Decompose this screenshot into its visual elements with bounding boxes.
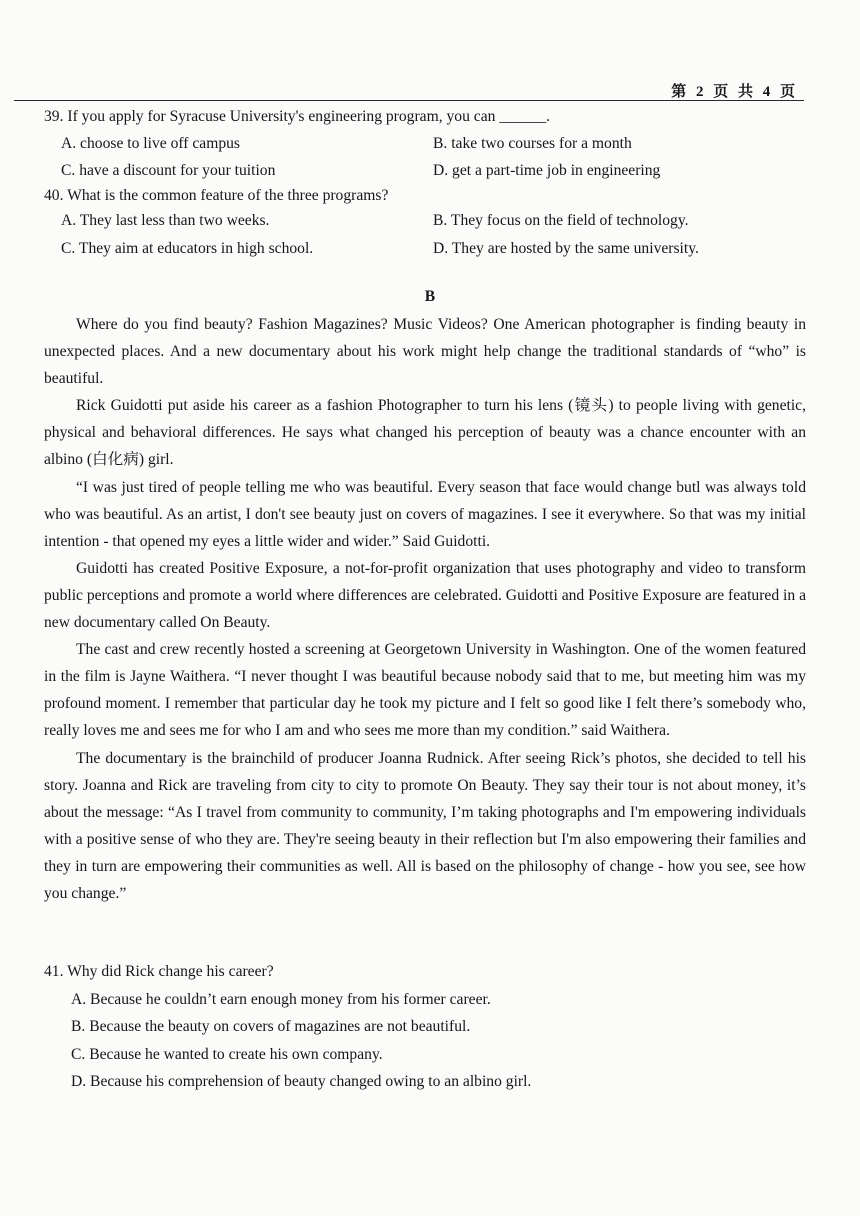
question-40-stem: 40. What is the common feature of the three programs?	[44, 187, 389, 204]
question-39-option-d: D. get a part-time job in engineering	[433, 162, 661, 179]
question-41-option-a: A. Because he couldn’t earn enough money from his former career.	[71, 990, 491, 1008]
question-41-stem: 41. Why did Rick change his career?	[44, 963, 274, 980]
passage-paragraph: Guidotti has created Positive Exposure, a not-for-profit organization that uses photography and video to transform public perceptions and promote a world where differences are celebrated. Guidotti and Positive Exposure are featured in a new documentary called On Beauty.	[44, 559, 806, 632]
question-41-option-b: B. Because the beauty on covers of magazines are not beautiful.	[71, 1018, 471, 1036]
passage-paragraph: Rick Guidotti put aside his career as a fashion Photographer to turn his lens (镜头) to people living with genetic, physical and behavioral differences. He says what changed his perception of beauty was a chance encounter with an albino (白化病) girl.	[44, 397, 806, 469]
section-heading: B	[424, 288, 436, 305]
question-39-stem: 39. If you apply for Syracuse University's engineering program, you can ______.	[44, 108, 551, 125]
question-39-option-c: C. have a discount for your tuition	[61, 162, 276, 179]
passage-paragraph: Where do you find beauty? Fashion Magazines? Music Videos? One American photographer is finding beauty in unexpected places. And a new documentary about his work might help change the traditional standards of “who” is beautiful.	[44, 316, 806, 388]
question-41-option-d: D. Because his comprehension of beauty changed owing to an albino girl.	[71, 1073, 532, 1091]
passage-paragraph: The documentary is the brainchild of producer Joanna Rudnick. After seeing Rick’s photos, she decided to tell his story. Joanna and Rick are traveling from city to city to promote On Beauty. They say their tour is not about money, it’s about the message: “As I travel from community to community, I’m taking photographs and I'm empowering individuals with a positive sense of who they are. They're seeing beauty in their reflection but I'm also empowering their families and they in turn are empowering their communities as well. All is based on the philosophy of change - how you see, see how you change.”	[44, 749, 806, 902]
reading-passage	[44, 311, 806, 907]
question-39-option-b: B. take two courses for a month	[433, 135, 632, 152]
page-number: 第 2 页 共 4 页	[671, 84, 798, 100]
question-41	[44, 958, 531, 1096]
passage-paragraph: The cast and crew recently hosted a screening at Georgetown University in Washington. One of the women featured in the film is Jayne Waithera. “I never thought I was beautiful because nobody said that to me, but meeting him was my profound moment. I remember that particular day he took my picture and I felt so good like I felt there’s somebody who, really loves me and sees me for who I am and who sees me more than my condition.” said Waithera.	[44, 641, 806, 740]
question-40-option-a: A. They last less than two weeks.	[61, 212, 270, 229]
question-40-option-d: D. They are hosted by the same university.	[433, 240, 699, 257]
question-40-option-b: B. They focus on the field of technology.	[433, 212, 689, 229]
header-rule	[14, 100, 804, 101]
question-39-option-a: A. choose to live off campus	[61, 135, 241, 152]
passage-paragraph: “I was just tired of people telling me who was beautiful. Every season that face would change butl was always told who was beautiful. As an artist, I don't see beauty just on covers of magazines. I see it everywhere. So that was my initial intention - that opened my eyes a little wider and wider.” Said Guidotti.	[44, 478, 806, 550]
question-40-option-c: C. They aim at educators in high school.	[61, 240, 314, 257]
question-41-option-c: C. Because he wanted to create his own company.	[71, 1045, 383, 1063]
